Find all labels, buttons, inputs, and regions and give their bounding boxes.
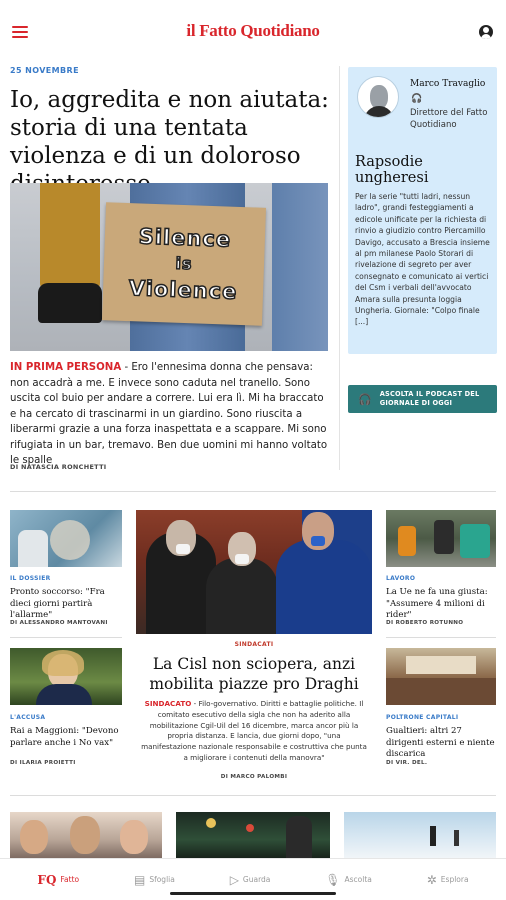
article-kicker: LAVORO [386,575,416,582]
divider [10,637,122,638]
menu-icon[interactable] [12,26,28,38]
thumbnail-council[interactable] [386,648,496,705]
thumbnail-christmas[interactable] [176,812,330,858]
thumbnail-rai[interactable] [10,648,122,705]
article-kicker: IL DOSSIER [10,575,51,582]
nav-label: Sfoglia [149,875,175,884]
home-indicator[interactable] [170,892,336,895]
nav-sfoglia[interactable] [134,873,175,887]
section-divider [10,795,496,796]
nav-label: Fatto [60,875,80,884]
nav-fatto[interactable] [37,873,79,887]
newspaper-icon: ▤ [133,872,146,887]
nav-label: Ascolta [344,875,372,884]
article-author: DI ROBERTO ROTUNNO [386,620,464,626]
sign-line: Violence [128,276,238,304]
nav-label: Esplora [440,875,469,884]
lead-body-text: - Ero l'ennesima donna che pensava: non accadrà a me. E invece sono caduta nel tranello. Sono uscita col buio per andare a correre. Lui era lì. Mi ha braccato e ha cercato di trascinarmi in un giardino. Sono riuscita a liberarmi grazie a una forza inaspettata e a scappare. Mi sono rifugiata in un bar, tremavo. Ben due uomini mi hanno voltato le spalle [10,362,328,466]
lead-author: DI NATASCIA RONCHETTI [10,463,107,471]
protest-sign [102,202,266,326]
center-author: DI MARCO PALOMBI [220,774,288,780]
thumbnail-riders[interactable] [386,510,496,567]
article-date: 25 NOVEMBRE [10,66,79,75]
center-body-kicker: SINDACATO [144,699,192,708]
thumbnail-snow[interactable] [344,812,496,858]
center-body [140,699,368,764]
center-title[interactable]: La Cisl non sciopera, anzi mobilita piazze pro Draghi [149,655,359,693]
app-header [0,0,506,62]
lead-kicker: IN PRIMA PERSONA [10,362,122,373]
center-kicker: SINDACATI [234,641,274,648]
article-author: DI VIR. DEL. [386,760,428,766]
nav-esplora[interactable] [427,873,469,887]
play-icon: ▷ [229,872,239,887]
article-kicker: L'ACCUSA [10,714,46,721]
microphone-icon: 🎙 [325,872,341,887]
account-icon[interactable] [479,25,493,39]
podcast-button-label: ASCOLTA IL PODCAST DEL GIORNALE DI OGGI [379,390,480,407]
sign-line: is [175,253,193,274]
article-title[interactable]: La Ue ne fa una giusta: "Assumere 4 milioni di rider" [386,587,488,620]
article-title[interactable]: Rai a Maggioni: "Devono parlare anche i No vax" [10,726,119,748]
nav-ascolta[interactable] [325,873,372,887]
thumbnail-hospital[interactable] [10,510,122,567]
editorial-excerpt: Per la serie "tutti ladri, nessun ladro", grandi festeggiamenti a edicole unificate per la richiesta di rinvio a giudizio contro Piercamillo Davigo, accusato a Brescia insieme al pm milanese Paolo Storari di rivelazione di segreto per aver consegnato e comunicato ai vertici del Csm i verbali dell'avvocato Amara sulla presunta loggia Ungheria. Giornale: "Colpo finale [...] [355,192,490,327]
lead-title[interactable]: Io, aggredita e non aiutata: storia di una tentata violenza e di un doloroso [10,87,329,169]
nav-label: Guarda [242,875,271,884]
article-kicker: POLTRONE CAPITALI [386,714,459,721]
author-role: Direttore del Fatto Quotidiano [410,108,488,130]
author-avatar [357,76,399,118]
thumbnail-masks[interactable] [10,812,162,858]
article-author: DI ALESSANDRO MANTOVANI [10,620,108,626]
section-divider [10,491,496,492]
center-article-image[interactable] [136,510,372,634]
editorial-card[interactable] [348,67,497,354]
divider [386,637,496,638]
article-title[interactable]: Gualtieri: altri 27 dirigenti esterni e niente discarica [386,726,495,759]
column-divider [339,66,340,470]
nav-guarda[interactable] [230,873,271,887]
sign-line: Silence [138,224,232,252]
lead-body [10,360,332,469]
logo[interactable]: il Fatto Quotidiano [186,21,320,40]
compass-icon: ✲ [426,872,437,887]
center-body-text: - Filo-governativo. Diritti e battaglie politiche. Il comitato esecutivo della sigla che non ha aderito alla mobilitazione Cgil-Uil del 16 dicembre, marca ancor più la propria distanza. E lancia, due giorni dopo, "una manifestazione nazionale responsabile e costruttiva che punta a migliorare i contenuti della manovra" [141,699,367,762]
fq-icon: FQ [37,872,57,887]
headphones-icon: 🎧 [358,392,372,406]
article-author: DI ILARIA PROIETTI [10,760,76,766]
headphones-icon[interactable]: 🎧 [411,94,423,104]
editorial-title[interactable]: Rapsodie ungheresi [355,154,429,186]
article-title[interactable]: Pronto soccorso: "Fra dieci giorni partirà l'allarme" [10,587,105,620]
author-name: Marco Travaglio [410,79,486,89]
lead-image[interactable] [10,183,328,351]
podcast-button[interactable] [348,385,497,413]
